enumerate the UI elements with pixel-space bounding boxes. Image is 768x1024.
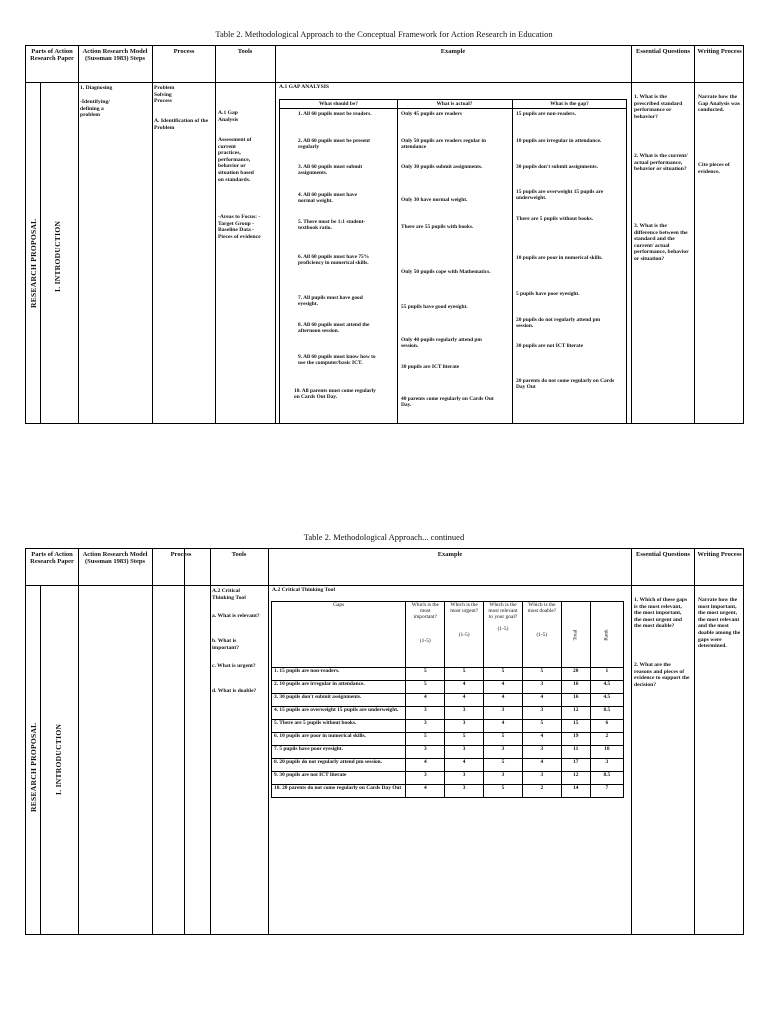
ct-rank-cell: 1 <box>590 668 623 681</box>
ct-score-cell: 5 <box>445 733 484 746</box>
tools-focus: -Areas to Focus: -Target Group -Baseline Data -Pieces of evidence <box>218 214 261 240</box>
page1-table <box>25 45 744 424</box>
gap-analysis-title: A.1 GAP ANALYSIS <box>279 84 329 90</box>
tools-critical-thinking: A.2 Critical Thinking Tool <box>212 588 246 601</box>
ct-row <box>272 785 624 798</box>
ct-score-cell: 5 <box>522 668 561 681</box>
actual-item: Only 40 pupils regularly attend pm session. <box>401 337 482 350</box>
ct-score-cell: 4 <box>445 681 484 694</box>
ct-rank-cell: 2 <box>590 733 623 746</box>
ct-score-cell: 3 <box>522 746 561 759</box>
ct-rank-cell: 10 <box>590 746 623 759</box>
gap-header-gap: What is the gap? <box>550 101 589 107</box>
page2-caption: Table 2. Methodological Approach... continued <box>303 532 465 542</box>
ct-score-cell: 3 <box>406 772 445 785</box>
header-example: Example <box>440 48 466 55</box>
ct-gap-cell: 6. 10 pupils are poor in numerical skills. <box>272 733 406 746</box>
ct-score-cell: 5 <box>445 668 484 681</box>
ct-rank-cell: 3 <box>590 759 623 772</box>
essential-q1: 1. Which of these gaps is the most relevant, the most important, the most urgent and the most doable? <box>634 597 688 630</box>
essential-q2: 2. What is the current/ actual performance, behavior or situation? <box>634 153 688 173</box>
ct-row <box>272 746 624 759</box>
ct-header-rank <box>590 602 623 668</box>
ct-header-doable <box>522 602 561 668</box>
ct-total-cell: 17 <box>561 759 590 772</box>
ct-score-cell: 4 <box>445 759 484 772</box>
ct-score-cell: 2 <box>522 785 561 798</box>
writing-narrate: Narrate how the most important, the most urgent, the most relevant and the most doable among the gaps were determined. <box>698 597 741 650</box>
page1-caption: Table 2. Methodological Approach to the Conceptual Framework for Action Research in Education <box>215 29 553 39</box>
essential-q2: 2. What are the reasons and pieces of evidence to support the decision? <box>634 662 690 688</box>
should-item: 4. All 60 pupils must have normal weight. <box>298 192 358 205</box>
tools-assessment: Assessment of current practices, performance, behavior or situation based on standards. <box>218 137 254 183</box>
header-essential: Essential Questions <box>636 551 690 558</box>
header-essential: Essential Questions <box>636 48 690 55</box>
ct-total-cell: 19 <box>561 733 590 746</box>
ct-score-cell: 4 <box>484 681 523 694</box>
tools-relevant: a. What is relevant? <box>212 613 260 619</box>
ct-header-total-label: Total <box>572 629 579 640</box>
ct-row <box>272 759 624 772</box>
actual-item: 40 parents come regularly on Cards Out Day. <box>401 396 494 409</box>
header-tools: Tools <box>237 48 253 55</box>
essential-q3: 3. What is the difference between the standard and the current/ actual performance, behavior or situation? <box>634 223 689 262</box>
ct-score-cell: 4 <box>484 694 523 707</box>
ct-score-cell: 3 <box>445 772 484 785</box>
ct-scale: (1-5) <box>536 632 548 638</box>
ct-rank-cell: 7 <box>590 785 623 798</box>
ct-score-cell: 3 <box>406 707 445 720</box>
critical-thinking-table <box>271 601 624 798</box>
ct-header-relevant <box>484 602 523 668</box>
ct-score-cell: 5 <box>406 681 445 694</box>
ct-scale: (1-5) <box>497 626 509 632</box>
should-item: 7. All pupils must have good eyesight. <box>298 295 363 308</box>
ct-rank-cell: 6 <box>590 720 623 733</box>
ct-row <box>272 707 624 720</box>
ct-gap-cell: 1. 15 pupils are non-readers. <box>272 668 406 681</box>
ct-row <box>272 668 624 681</box>
ct-rank-cell: 8.5 <box>590 772 623 785</box>
tools-urgent: c. What is urgent? <box>212 663 256 669</box>
gap-item: 15 pupils are non-readers. <box>516 111 577 117</box>
ct-header-important <box>406 602 445 668</box>
steps-diagnosing: 1. Diagnosing <box>80 85 113 91</box>
header-writing: Writing Process <box>697 551 742 558</box>
ct-header-total <box>561 602 590 668</box>
should-item: 5. There must be 1:1 student-textbook ratio. <box>298 219 366 232</box>
should-item: 9. All 60 pupils must know how to use the computer/basic ICT. <box>298 354 376 367</box>
ct-total-cell: 11 <box>561 746 590 759</box>
ct-gap-cell: 8. 20 pupils do not regularly attend pm session. <box>272 759 406 772</box>
header-parts: Parts of Action Research Paper <box>30 48 74 62</box>
steps-identifying: -Identifying/ defining a problem <box>80 99 110 119</box>
ct-score-cell: 3 <box>484 772 523 785</box>
process-identification: A. Identification of the Problem <box>154 118 209 131</box>
ct-score-cell: 5 <box>484 733 523 746</box>
should-item: 6. All 60 pupils must have 75% proficiency in numerical skills. <box>298 254 370 267</box>
tools-gap-analysis: A.1 Gap Analysis <box>218 110 239 123</box>
ct-scale: (1-5) <box>458 632 470 638</box>
ct-score-cell: 4 <box>445 694 484 707</box>
ct-total-cell: 16 <box>561 694 590 707</box>
actual-item: Only 30 pupils submit assignments. <box>401 164 483 170</box>
ct-row <box>272 694 624 707</box>
header-parts: Parts of Action Research Paper <box>30 551 74 565</box>
ct-score-cell: 4 <box>484 720 523 733</box>
ct-score-cell: 3 <box>406 720 445 733</box>
header-process: Process <box>170 551 192 558</box>
ct-score-cell: 4 <box>522 733 561 746</box>
ct-total-cell: 12 <box>561 707 590 720</box>
ct-row <box>272 733 624 746</box>
ct-row <box>272 681 624 694</box>
actual-item: Only 50 pupils cope with Mathematics. <box>401 269 491 275</box>
process-problem-solving: Problem Solving Process <box>154 85 175 105</box>
ct-rank-cell: 4.5 <box>590 681 623 694</box>
gap-item: 5 pupils have poor eyesight. <box>516 291 580 297</box>
writing-cite: Cite pieces of evidence. <box>698 162 730 175</box>
ct-header-relevant-label: Which is the most relevant to your goal? <box>488 602 518 620</box>
ct-gap-cell: 7. 5 pupils have poor eyesight. <box>272 746 406 759</box>
ct-total-cell: 16 <box>561 681 590 694</box>
ct-gap-cell: 3. 30 pupils don't submit assignments. <box>272 694 406 707</box>
ct-score-cell: 4 <box>406 785 445 798</box>
ct-header-rank-label: Rank <box>603 628 610 641</box>
gap-item: 30 pupils are not ICT literate <box>516 343 584 349</box>
ct-score-cell: 3 <box>484 746 523 759</box>
ct-score-cell: 3 <box>445 707 484 720</box>
ct-gap-cell: 10. 20 parents do not come regularly on Cards Day Out <box>272 785 406 798</box>
header-steps: Action Research Model (Sussman 1983) Steps <box>82 48 148 62</box>
ct-header-urgent <box>445 602 484 668</box>
side-label-research-proposal: RESEARCH PROPOSAL <box>29 218 38 308</box>
actual-item: 55 pupils have good eyesight. <box>401 304 468 310</box>
ct-header-gaps: Gaps <box>272 602 406 668</box>
ct-row <box>272 772 624 785</box>
gap-item: 15 pupils are overweight 15 pupils are underweight. <box>516 189 604 202</box>
ct-rank-cell: 4.5 <box>590 694 623 707</box>
ct-total-cell: 20 <box>561 668 590 681</box>
ct-score-cell: 3 <box>522 681 561 694</box>
ct-score-cell: 3 <box>445 746 484 759</box>
gap-header-should: What should be? <box>319 101 358 107</box>
gap-analysis-table <box>279 99 627 424</box>
gap-item: 10 pupils are irregular in attendance. <box>516 138 602 144</box>
gap-item: 20 parents do not come regularly on Cards Day Out <box>516 378 615 391</box>
tools-doable: d. What is doable? <box>212 688 257 694</box>
ct-score-cell: 3 <box>484 707 523 720</box>
header-steps: Action Research Model (Sussman 1983) Steps <box>82 551 148 565</box>
ct-score-cell: 5 <box>406 733 445 746</box>
gap-item: 20 pupils do not regularly attend pm session. <box>516 317 601 330</box>
header-tools: Tools <box>231 551 247 558</box>
ct-score-cell: 5 <box>484 785 523 798</box>
actual-item: There are 55 pupils with books. <box>401 224 474 230</box>
gap-item: 10 pupils are poor in numerical skills. <box>516 255 603 261</box>
gap-item: 30 pupils don't submit assignments. <box>516 164 598 170</box>
ct-score-cell: 3 <box>522 707 561 720</box>
ct-gap-cell: 2. 10 pupils are irregular in attendance. <box>272 681 406 694</box>
actual-item: 30 pupils are ICT literate <box>401 364 460 370</box>
ct-total-cell: 15 <box>561 720 590 733</box>
ct-total-cell: 14 <box>561 785 590 798</box>
ct-score-cell: 5 <box>406 668 445 681</box>
ct-row <box>272 720 624 733</box>
page2-table <box>25 548 744 935</box>
ct-score-cell: 5 <box>484 759 523 772</box>
gap-header-actual: What is actual? <box>436 101 473 107</box>
ct-score-cell: 4 <box>522 694 561 707</box>
ct-gap-cell: 4. 15 pupils are overweight 15 pupils are underweight. <box>272 707 406 720</box>
ct-header-urgent-label: Which is the most urgent? <box>450 602 479 614</box>
actual-item: Only 45 pupils are readers <box>401 111 462 117</box>
header-writing: Writing Process <box>697 48 742 55</box>
ct-score-cell: 3 <box>406 746 445 759</box>
side-label-introduction: I. INTRODUCTION <box>53 220 62 292</box>
ct-score-cell: 3 <box>522 772 561 785</box>
ct-score-cell: 4 <box>522 759 561 772</box>
ct-header-doable-label: Which is the most doable? <box>527 602 557 614</box>
header-process: Process <box>173 48 195 55</box>
actual-item: Only 30 have normal weight. <box>401 197 468 203</box>
should-item: 8. All 60 pupils must attend the afternoon session. <box>298 322 370 335</box>
ct-rank-cell: 8.5 <box>590 707 623 720</box>
ct-body <box>272 668 624 798</box>
ct-score-cell: 4 <box>406 759 445 772</box>
writing-narrate: Narrate how the Gap Analysis was conducted. <box>698 94 740 114</box>
ct-gap-cell: 5. There are 5 pupils without books. <box>272 720 406 733</box>
ct-total-cell: 12 <box>561 772 590 785</box>
tools-important: b. What is important? <box>212 638 240 651</box>
ct-score-cell: 3 <box>445 785 484 798</box>
ct-score-cell: 5 <box>522 720 561 733</box>
header-example: Example <box>437 551 463 558</box>
side-label-introduction: I. INTRODUCTION <box>54 723 63 795</box>
side-label-research-proposal: RESEARCH PROPOSAL <box>29 722 38 812</box>
gap-item: There are 5 pupils without books. <box>516 216 594 222</box>
ct-score-cell: 3 <box>445 720 484 733</box>
should-item: 1. All 60 pupils must be readers. <box>298 111 372 117</box>
should-item: 3. All 60 pupils must submit assignments. <box>298 164 363 177</box>
actual-item: Only 50 pupils are readers regular in attendance <box>401 138 486 151</box>
ct-score-cell: 4 <box>406 694 445 707</box>
essential-q1: 1. What is the prescribed standard performance or behavior? <box>634 94 683 120</box>
should-item: 10. All parents must come regularly on Cards Out Day. <box>294 388 376 401</box>
ct-gap-cell: 9. 30 pupils are not ICT literate <box>272 772 406 785</box>
ct-scale: (1-5) <box>419 638 431 644</box>
ct-score-cell: 5 <box>484 668 523 681</box>
ct-title: A.2 Critical Thinking Tool <box>272 587 335 593</box>
should-item: 2. All 60 pupils must be present regularly <box>298 138 370 151</box>
ct-header-important-label: Which is the most important? <box>411 602 439 620</box>
